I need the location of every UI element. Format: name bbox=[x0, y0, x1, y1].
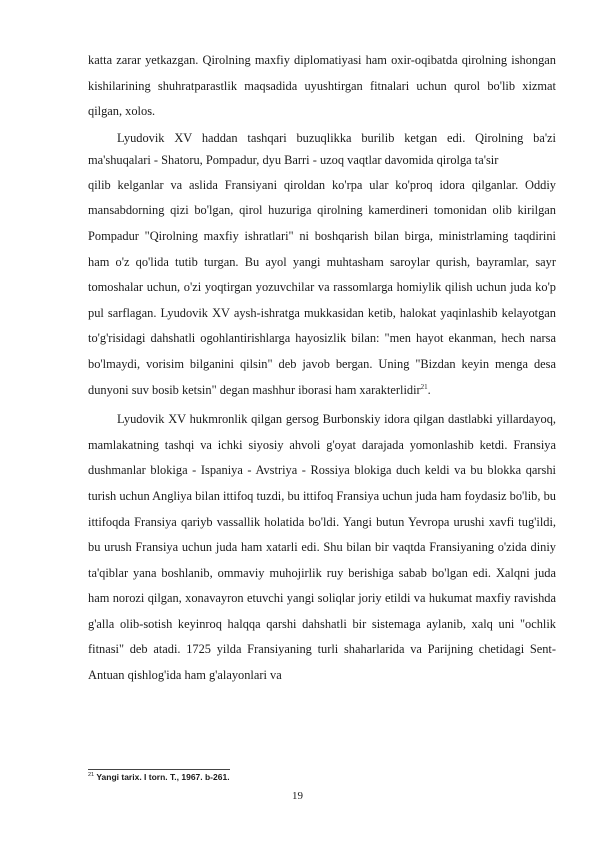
paragraph-2-body bbox=[88, 173, 556, 403]
paragraph-1: katta zarar yetkazgan. Qirolning maxfiy diplomatiyasi ham oxir-oqibatda qirolning ishongan kishilarining shuhratparastlik maqsadida uyushtirgan fitnalari uchun qurol bo'lib xizmat qilgan, xolos. bbox=[88, 53, 556, 119]
page-number: 19 bbox=[292, 790, 303, 802]
footnote-text: Yangi tarix. I torn. T., 1967. b-261. bbox=[96, 772, 230, 782]
footnote bbox=[88, 772, 230, 782]
footnote-reference[interactable]: 21 bbox=[420, 382, 428, 391]
page-body bbox=[88, 48, 556, 689]
paragraph-2-intro: Lyudovik XV haddan tashqari buzuqlikka burilib ketgan edi. Qirolning ba'zi ma'shuqalari - Shatoru, Pompadur, dyu Barri - uzoq vaqtlar davomida qirolga ta'sir bbox=[88, 130, 556, 167]
footnote-number: 21 bbox=[88, 772, 95, 779]
paragraph-3: Lyudovik XV hukmronlik qilgan gersog Burbonskiy idora qilgan dastlabki yillardayoq, mamlakatning tashqi va ichki siyosiy ahvoli g'oyat darajada yomonlashib ketdi. Fransiya dushmanlar blokiga - Ispaniya - Avstriya - Rossiya blokiga duch keldi va bu blokka qarshi turish uchun Angliya bilan ittifoq tuzdi, bu ittifoq Fransiya uchun juda ham foydasiz bo'lib, bu ittifoqda Fransiya qariyb vassallik holatida bo'ldi. Yangi butun Yevropa urushi xavfi tug'ildi, bu urush Fransiya uchun juda ham xatarli edi. Shu bilan bir vaqtda Fransiyaning o'zida diniy ta'qiblar yana boshlanib, ommaviy muhojirlik ruy berishiga sabab bo'lgan edi. Xalqni juda ham norozi qilgan, xonavayron etuvchi yangi soliqlar joriy etildi va hukumat maxfiy ravishda g'alla olib-sotish keyinroq halqqa qarshi dahshatli bir sistemaga aylanib, xalq uni "ochlik fitnasi" deb atadi. 1725 yilda Fransiyaning turli shaharlarida va Parijning chetidagi Sent-Antuan qishlog'ida ham g'alayonlari va bbox=[88, 412, 556, 683]
footnote-divider bbox=[88, 769, 230, 770]
paragraph-2-text: qilib kelganlar va aslida Fransiyani qiroldan ko'rpa ular ko'proq idora qilganlar. Oddiy mansabdorning qizi bo'lgan, qirol huzuriga qirolning kamerdineri tomonidan olib kirilgan Pompadur "Qirolning maxfiy ishratlari" ni boshqarish bilan birga, ministrlaming taqdirini ham o'z qo'lida tutib turgan. Bu ayol yangi muhtasham saroylar qurish, bayramlar, sayr tomoshalar uchun, o'zi yoqtirgan yozuvchilar va rassomlarga homiylik qilish uchun juda ko'p pul sarflagan. Lyudovik XV aysh-ishratga mukkasidan ketib, halokat yaqinlashib kelayotgan to'g'risidagi dahshatli ogohlantirishlarga hayosizlik bilan: "men hayot ekanman, hech narsa bo'lmaydi, vorisim bilganini qilsin" deb javob bergan. Uning "Bizdan keyin menga desa dunyoni suv bosib ketsin" degan mashhur iborasi ham xarakterlidir bbox=[88, 177, 556, 397]
paragraph-2-end: . bbox=[427, 382, 431, 397]
